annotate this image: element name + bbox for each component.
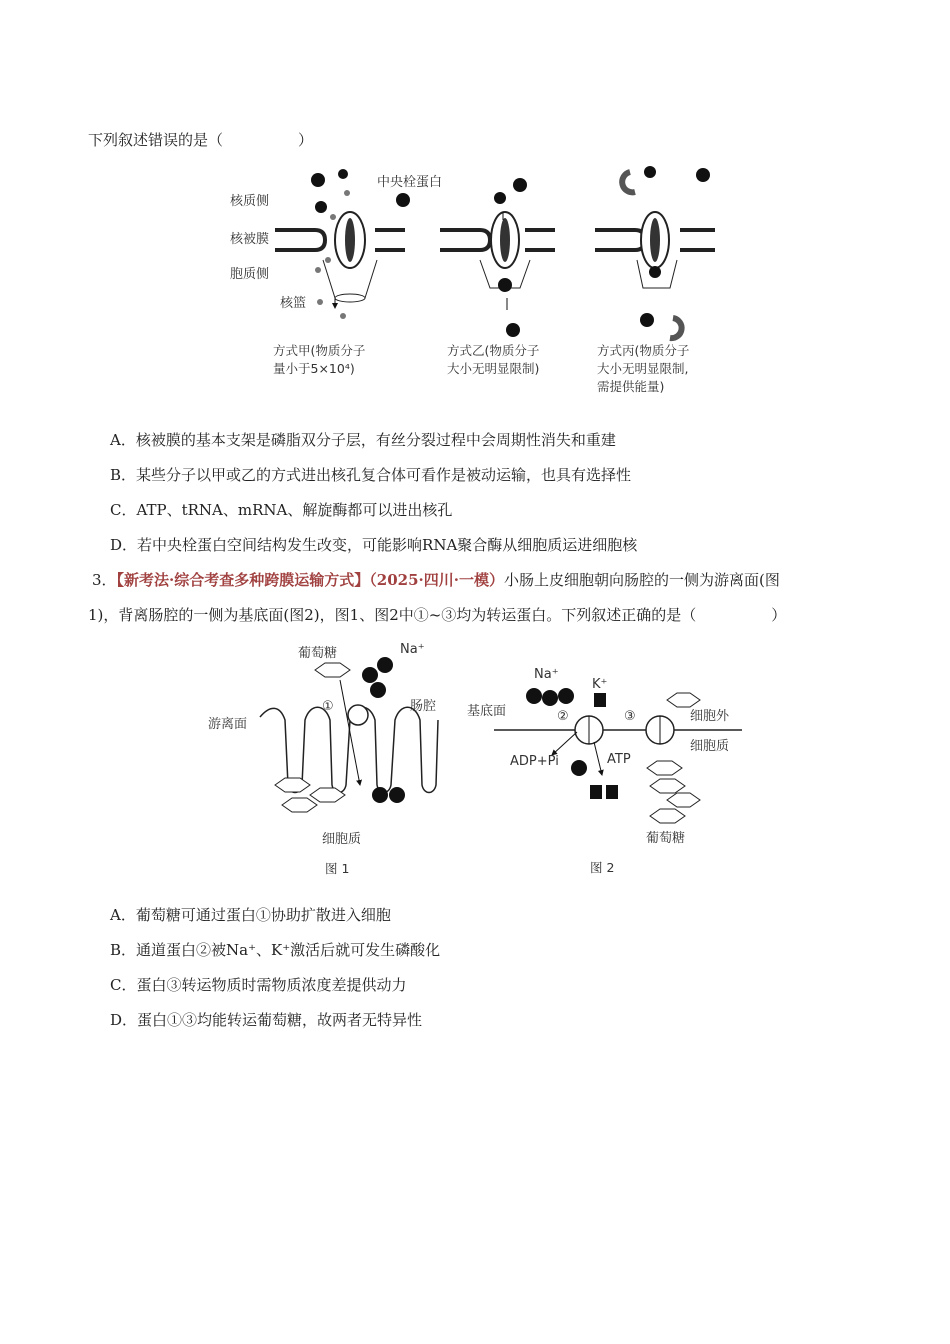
- label-cytoplasm-side: 胞质侧: [230, 267, 270, 282]
- fig1-protein-1: ①: [322, 699, 334, 714]
- pore-mode-c: [595, 166, 715, 338]
- caption-mode-c-1: 方式丙(物质分子: [597, 343, 690, 358]
- label-central-plug: 中央栓蛋白: [377, 175, 443, 190]
- q3-option-b[interactable]: B．通道蛋白②被Na⁺、K⁺激活后就可发生磷酸化: [110, 941, 441, 959]
- fig2-basal-label: 基底面: [467, 704, 507, 719]
- q3-option-a[interactable]: A．葡萄糖可通过蛋白①协助扩散进入细胞: [110, 906, 391, 924]
- label-nuclear-envelope: 核被膜: [230, 232, 270, 247]
- fig2-protein-3: ③: [624, 709, 636, 724]
- caption-mode-a-2: 量小于5×10⁴): [273, 361, 355, 376]
- q2-option-d[interactable]: D．若中央栓蛋白空间结构发生改变，可能影响RNA聚合酶从细胞质运进细胞核: [110, 536, 638, 554]
- q3-tag: 【新考法·综合考查多种跨膜运输方式】（2025·四川·一模）: [116, 571, 504, 589]
- caption-mode-a-1: 方式甲(物质分子: [273, 343, 366, 358]
- fig1-lumen-label: 肠腔: [410, 699, 437, 714]
- q3-number: 3．: [92, 571, 117, 589]
- caption-mode-c-2: 大小无明显限制,: [597, 361, 689, 376]
- fig2-outside-label: 细胞外: [690, 709, 730, 724]
- fig2-glucose-label: 葡萄糖: [646, 831, 686, 846]
- fig1-glucose-label: 葡萄糖: [298, 646, 338, 661]
- fig2-protein-2: ②: [557, 709, 569, 724]
- label-nuclear-side: 核质侧: [230, 194, 270, 209]
- q3-option-c[interactable]: C．蛋白③转运物质时需物质浓度差提供动力: [110, 976, 407, 994]
- fig2-k-label: K⁺: [592, 677, 608, 692]
- caption-mode-b-1: 方式乙(物质分子: [447, 343, 540, 358]
- intestine-figure-2: [462, 660, 752, 880]
- q3-stem-2: 1)，背离肠腔的一侧为基底面(图2)，图1、图2中①~③均为转运蛋白。下列叙述正确的是（ ）: [88, 606, 787, 624]
- fig1-cytoplasm-label: 细胞质: [322, 832, 362, 847]
- fig2-cytoplasm-label: 细胞质: [690, 739, 730, 754]
- q2-option-a[interactable]: A．核被膜的基本支架是磷脂双分子层，有丝分裂过程中会周期性消失和重建: [110, 431, 616, 449]
- fig2-na-label: Na⁺: [534, 667, 559, 682]
- fig1-na-label: Na⁺: [400, 642, 425, 657]
- q3-stem-1: 小肠上皮细胞朝向肠腔的一侧为游离面(图: [503, 571, 780, 589]
- fig2-atp-label: ATP: [607, 752, 631, 767]
- caption-mode-c-3: 需提供能量): [597, 379, 665, 394]
- label-nuclear-basket: 核篮: [280, 296, 307, 311]
- q3-option-d[interactable]: D．蛋白①③均能转运葡萄糖，故两者无特异性: [110, 1011, 423, 1029]
- pore-mode-b: [440, 178, 555, 337]
- fig2-adp-label: ADP+Pi: [510, 754, 559, 769]
- q2-option-c[interactable]: C．ATP、tRNA、mRNA、解旋酶都可以进出核孔: [110, 501, 453, 519]
- intestine-figure-1: [200, 635, 460, 880]
- nuclear-pore-figure: [225, 160, 735, 400]
- caption-mode-b-2: 大小无明显限制): [447, 361, 540, 376]
- q2-option-b[interactable]: B．某些分子以甲或乙的方式进出核孔复合体可看作是被动运输，也具有选择性: [110, 466, 632, 484]
- fig1-apical-label: 游离面: [208, 717, 248, 732]
- q2-stem: 下列叙述错误的是（ ）: [88, 131, 314, 149]
- fig1-caption: 图 1: [325, 861, 350, 876]
- fig2-caption: 图 2: [590, 860, 615, 875]
- q3-stem-line-1: [92, 570, 780, 590]
